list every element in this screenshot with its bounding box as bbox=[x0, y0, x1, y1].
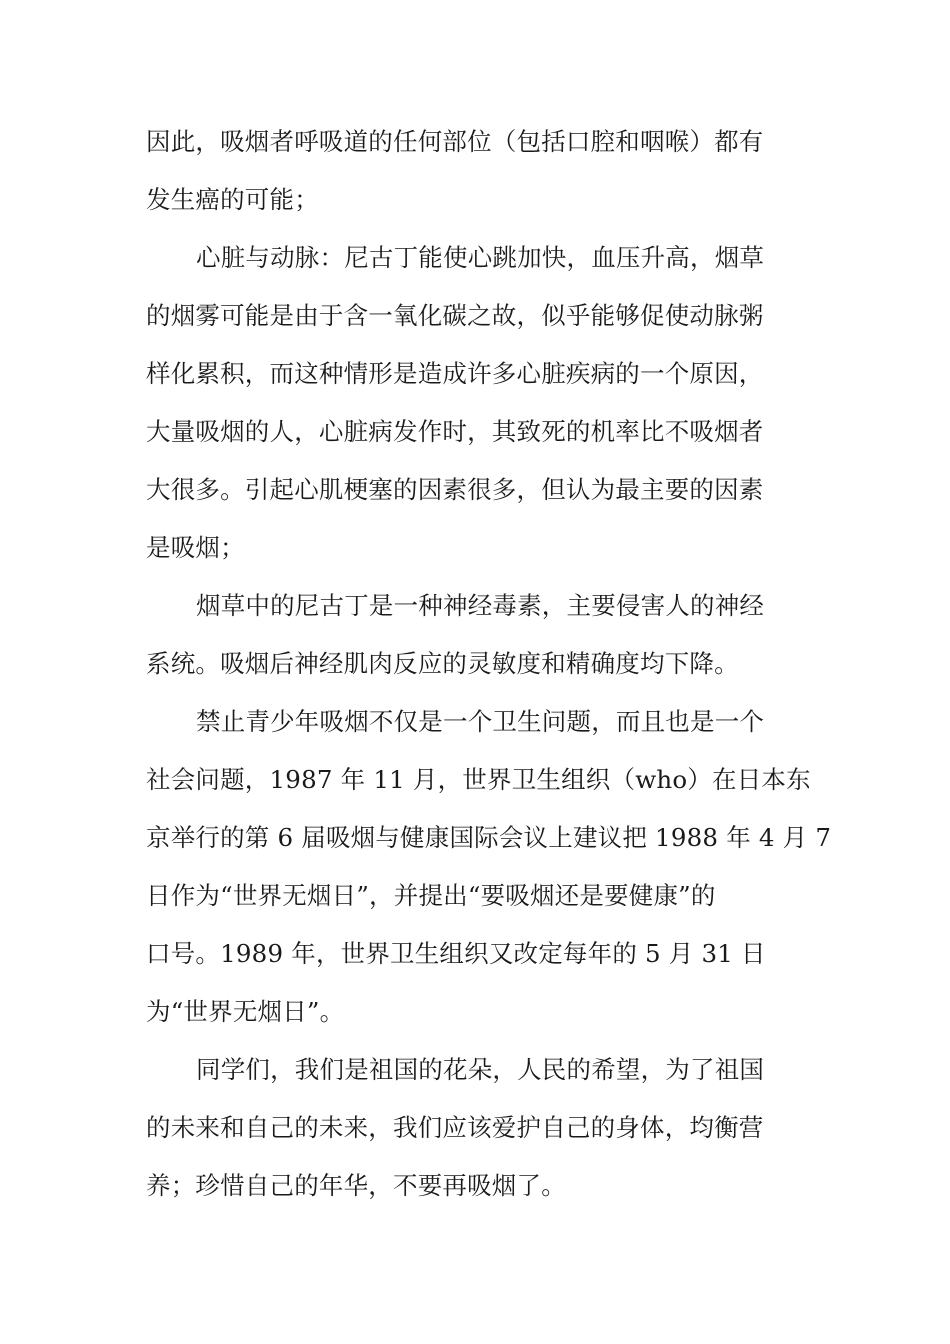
paragraph-start-line: 禁止青少年吸烟不仅是一个卫生问题，而且也是一个 bbox=[196, 707, 765, 736]
text-line: 系统。吸烟后神经肌肉反应的灵敏度和精确度均下降。 bbox=[146, 649, 739, 678]
text-line: 京举行的第 6 届吸烟与健康国际会议上建议把 1988 年 4 月 7 bbox=[146, 823, 832, 852]
text-line: 为“世界无烟日”。 bbox=[146, 997, 345, 1026]
text-line: 样化累积，而这种情形是造成许多心脏疾病的一个原因， bbox=[146, 359, 764, 388]
text-line: 发生癌的可能； bbox=[146, 185, 319, 214]
text-line: 社会问题，1987 年 11 月，世界卫生组织（who）在日本东 bbox=[146, 765, 811, 794]
text-line: 口号。1989 年，世界卫生组织又改定每年的 5 月 31 日 bbox=[146, 939, 766, 968]
text-line: 大量吸烟的人，心脏病发作时，其致死的机率比不吸烟者 bbox=[146, 417, 764, 446]
text-line: 养；珍惜自己的年华，不要再吸烟了。 bbox=[146, 1171, 566, 1200]
text-line: 的烟雾可能是由于含一氧化碳之故，似乎能够促使动脉粥 bbox=[146, 301, 764, 330]
text-line: 日作为“世界无烟日”，并提出“要吸烟还是要健康”的 bbox=[146, 881, 716, 910]
text-line: 因此，吸烟者呼吸道的任何部位（包括口腔和咽喉）都有 bbox=[146, 127, 764, 156]
text-line: 的未来和自己的未来，我们应该爱护自己的身体，均衡营 bbox=[146, 1113, 764, 1142]
paragraph-start-line: 心脏与动脉：尼古丁能使心跳加快，血压升高，烟草 bbox=[196, 243, 765, 272]
paragraph-start-line: 烟草中的尼古丁是一种神经毒素，主要侵害人的神经 bbox=[196, 591, 765, 620]
paragraph-start-line: 同学们，我们是祖国的花朵，人民的希望，为了祖国 bbox=[196, 1055, 765, 1084]
text-line: 是吸烟； bbox=[146, 533, 245, 562]
text-line: 大很多。引起心肌梗塞的因素很多，但认为最主要的因素 bbox=[146, 475, 764, 504]
